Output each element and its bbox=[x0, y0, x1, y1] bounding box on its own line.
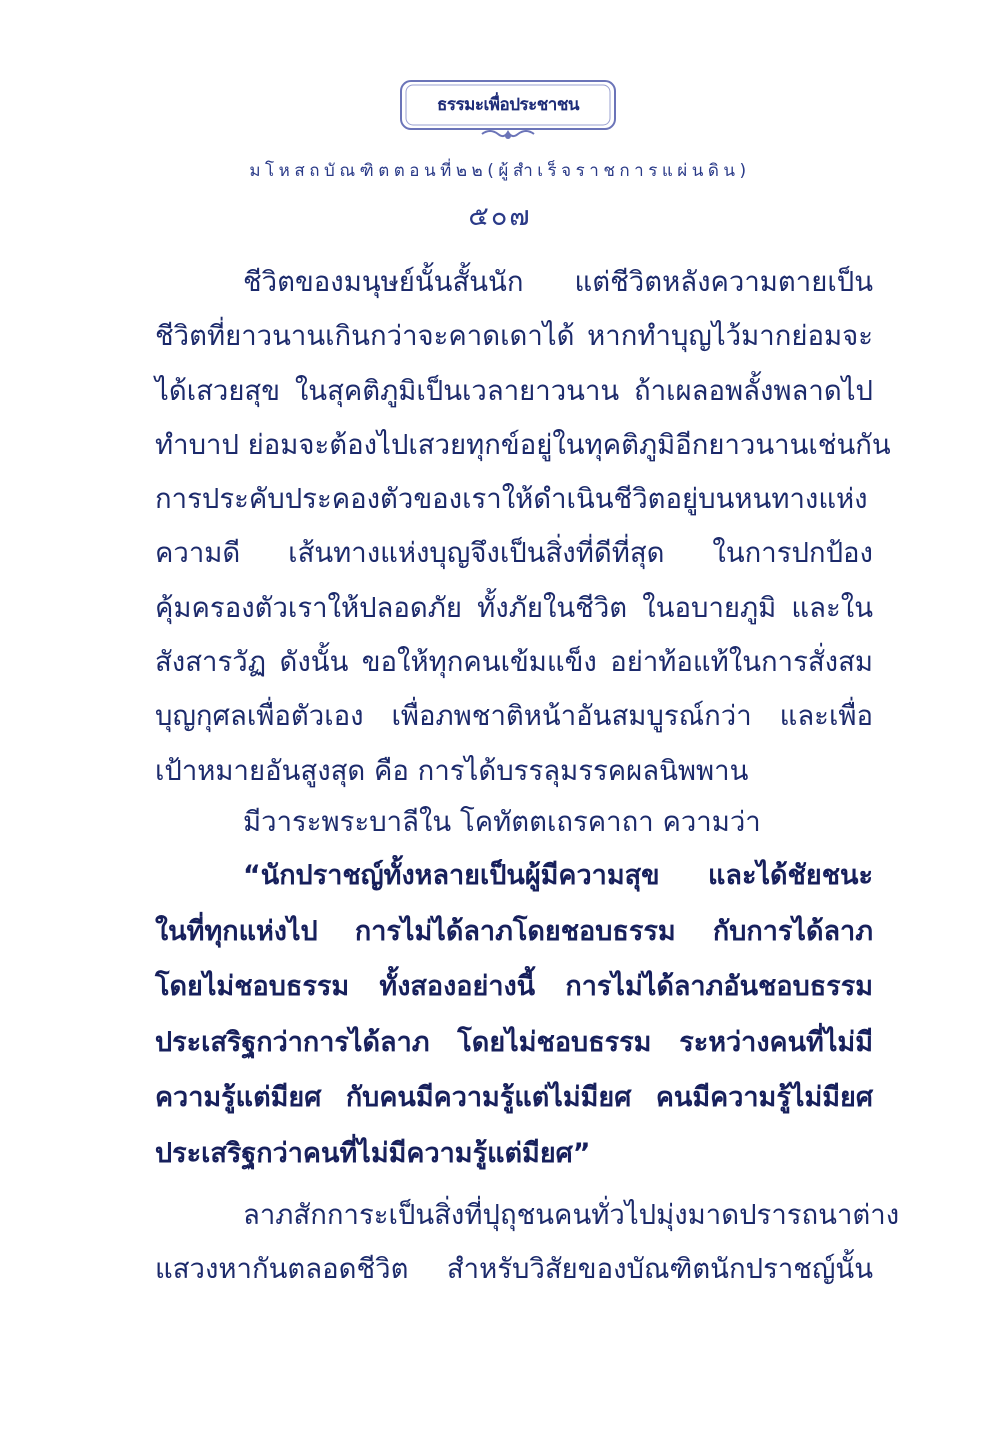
logo-text: ธรรมะเพื่อประชาชน bbox=[437, 95, 579, 115]
text-line: ชีวิตของมนุษย์นั้นสั้นนัก แต่ชีวิตหลังความตายเป็น bbox=[243, 266, 873, 298]
paragraph-4 bbox=[155, 1188, 900, 1297]
quote-line: ในที่ทุกแห่งไป การไม่ได้ลาภโดยชอบธรรม กับการได้ลาภ bbox=[155, 915, 873, 947]
text-line: ความดี เส้นทางแห่งบุญจึงเป็นสิ่งที่ดีที่สุด ในการปกป้อง bbox=[155, 537, 873, 570]
text-line: แสวงหากันตลอดชีวิต สำหรับวิสัยของบัณฑิตนักปราชญ์นั้น bbox=[155, 1253, 873, 1286]
page-number: ๕๐๗ bbox=[468, 201, 532, 232]
text-line: มีวาระพระบาลีใน โคทัตตเถรคาถา ความว่า bbox=[243, 806, 761, 838]
quote-line: ประเสริฐกว่าคนที่ไม่มีความรู้แต่มียศ” bbox=[155, 1137, 591, 1169]
text-line: ได้เสวยสุข ในสุคติภูมิเป็นเวลายาวนาน ถ้าเผลอพลั้งพลาดไป bbox=[155, 374, 873, 407]
paragraph-1 bbox=[155, 255, 891, 798]
text-line: ลาภสักการะเป็นสิ่งที่ปุถุชนคนทั่วไปมุ่งมาดปรารถนาต่าง bbox=[243, 1199, 900, 1231]
quote-line: ประเสริฐกว่าการได้ลาภ โดยไม่ชอบธรรม ระหว่างคนที่ไม่มี bbox=[155, 1026, 873, 1058]
text-line: เป้าหมายอันสูงสุด คือ การได้บรรลุมรรคผลนิพพาน bbox=[155, 754, 749, 787]
text-line: ทำบาป ย่อมจะต้องไปเสวยทุกข์อยู่ในทุคติภูมิอีกยาวนานเช่นกัน bbox=[155, 428, 891, 461]
logo bbox=[398, 78, 618, 144]
text-line: สังสารวัฏ ดังนั้น ขอให้ทุกคนเข้มแข็ง อย่าท้อแท้ในการสั่งสม bbox=[155, 646, 873, 679]
text-line: คุ้มครองตัวเราให้ปลอดภัย ทั้งภัยในชีวิต ในอบายภูมิ และใน bbox=[155, 591, 873, 624]
text-line: การประคับประคองตัวของเราให้ดำเนินชีวิตอยู่บนหนทางแห่ง bbox=[155, 483, 868, 516]
text-line: บุญกุศลเพื่อตัวเอง เพื่อภพชาติหน้าอันสมบูรณ์กว่า และเพื่อ bbox=[155, 700, 873, 733]
text-line: ชีวิตที่ยาวนานเกินกว่าจะคาดเดาได้ หากทำบุญไว้มากย่อมจะ bbox=[155, 320, 873, 353]
quote-block bbox=[155, 848, 873, 1181]
quote-line: “นักปราชญ์ทั้งหลายเป็นผู้มีความสุข และได้ชัยชนะ bbox=[243, 860, 873, 891]
quote-line: โดยไม่ชอบธรรม ทั้งสองอย่างนี้ การไม่ได้ลาภอันชอบธรรม bbox=[155, 971, 873, 1002]
chapter-title: มโหสถบัณฑิตตอนที่๒๒(ผู้สำเร็จราชการแผ่นดิน) bbox=[249, 161, 751, 181]
paragraph-2 bbox=[155, 795, 873, 849]
quote-line: ความรู้แต่มียศ กับคนมีความรู้แต่ไม่มียศ คนมีความรู้ไม่มียศ bbox=[155, 1082, 873, 1113]
